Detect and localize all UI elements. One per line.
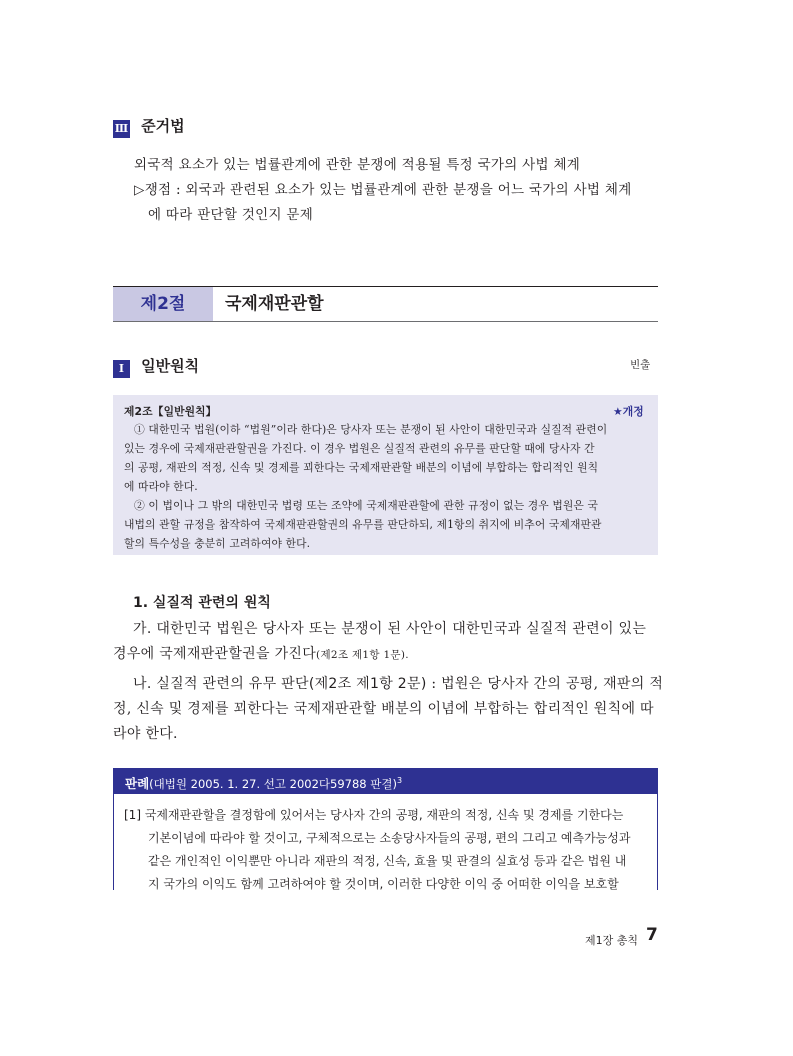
case-line: 기본이념에 따라야 할 것이고, 구체적으로는 소송당사자들의 공평, 편의 그리고 예측가능성과 bbox=[148, 831, 631, 845]
statute-line: 내법의 관할 규정을 참작하여 국제재판관할권의 유무를 판단하되, 제1항의 취지에 비추어 국제재판관 bbox=[124, 518, 602, 531]
case-line: 같은 개인적인 이익뿐만 아니라 재판의 적정, 신속, 효율 및 판결의 실효성 등과 같은 법원 내 bbox=[148, 854, 627, 868]
case-line: 지 국가의 이익도 함께 고려하여야 할 것이며, 이러한 다양한 이익 중 어떠한 이익을 보호할 bbox=[148, 877, 619, 891]
na-emphasis: 실질적 관련의 유무 판단(제2조 제1항 2문) bbox=[151, 676, 427, 692]
ga-text: 대한민국 법원은 당사자 또는 분쟁이 된 사안이 대한민국과 실질적 관련이 있는 bbox=[151, 621, 647, 637]
statute-article-title: 제2조【일반원칙】 bbox=[124, 405, 217, 418]
case-line: [1] 국제재판관할을 결정함에 있어서는 당사자 간의 공평, 재판의 적정, 신속 및 경제를 기한다는 bbox=[124, 808, 624, 822]
footer-chapter-label: 제1장 총칙 bbox=[585, 934, 638, 947]
amended-tag: ★개정 bbox=[613, 405, 644, 418]
chapter-title: 국제재판관할 bbox=[225, 294, 324, 314]
section-heading-general-principle bbox=[113, 357, 199, 378]
statute-line: ② 이 법이나 그 밖의 대한민국 법령 또는 조약에 국제재판관할에 관한 규정이 없는 경우 법원은 국 bbox=[134, 499, 599, 512]
chapter-bottom-rule bbox=[113, 321, 658, 322]
section-heading-governing-law bbox=[113, 117, 185, 138]
statute-line: 있는 경우에 국제재판관할권을 가진다. 이 경우 법원은 실질적 관련의 유무를 판단할 때에 당사자 간 bbox=[124, 442, 595, 455]
paragraph-ga-line-1 bbox=[133, 618, 646, 638]
issue-line-1 bbox=[134, 178, 632, 198]
case-box-right-border bbox=[657, 794, 658, 890]
article-reference: (제2조 제1항 1문). bbox=[316, 649, 409, 661]
item-label-na: 나. bbox=[133, 676, 152, 692]
paragraph-na-line-3: 라야 한다. bbox=[113, 726, 178, 742]
case-box-left-border bbox=[113, 794, 114, 890]
statute-line: 의 공평, 재판의 적정, 신속 및 경제를 꾀한다는 국제재판관할 배분의 이념에 부합하는 합리적인 원칙 bbox=[124, 461, 599, 474]
section-numeral-badge: I bbox=[113, 360, 130, 378]
ga-text-2: 경우에 국제재판관할권을 가진다 bbox=[113, 646, 317, 662]
statute-line: 에 따라야 한다. bbox=[124, 480, 198, 493]
paragraph-na-line-2: 정, 신속 및 경제를 꾀한다는 국제재판관할 배분의 이념에 부합하는 합리적인 원칙에 따 bbox=[113, 701, 654, 717]
governing-law-definition: 외국적 요소가 있는 법률관계에 관한 분쟁에 적용될 특정 국가의 사법 체계 bbox=[134, 157, 581, 173]
page-number: 7 bbox=[646, 925, 658, 945]
paragraph-na-line-1 bbox=[133, 673, 663, 693]
case-footnote: 3 bbox=[396, 776, 403, 785]
case-header-bar bbox=[113, 768, 658, 794]
statute-line: 할의 특수성을 충분히 고려하여야 한다. bbox=[124, 537, 311, 550]
chapter-label-box: 제2절 bbox=[113, 287, 213, 321]
item-label-ga: 가. bbox=[133, 621, 152, 637]
triangle-marker-icon: ▷ bbox=[134, 182, 145, 198]
case-label: 판례 bbox=[125, 775, 150, 791]
issue-label: 쟁점 bbox=[144, 182, 172, 198]
subsection-heading: 1. 실질적 관련의 원칙 bbox=[133, 595, 271, 611]
section-title: 준거법 bbox=[141, 117, 185, 135]
issue-text-1: : 외국과 관련된 요소가 있는 법률관계에 관한 분쟁을 어느 국가의 사법 체계 bbox=[171, 182, 632, 198]
issue-line-2: 에 따라 판단할 것인지 문제 bbox=[148, 207, 314, 223]
statute-line: ① 대한민국 법원(이하 “법원”이라 한다)은 당사자 또는 분쟁이 된 사안이 대한민국과 실질적 관련이 bbox=[134, 423, 608, 436]
paragraph-ga-line-2 bbox=[113, 643, 409, 663]
section-numeral-badge: Ⅲ bbox=[113, 120, 130, 138]
frequency-tag: 빈출 bbox=[630, 359, 651, 371]
na-text: : 법원은 당사자 간의 공평, 재판의 적 bbox=[426, 676, 664, 692]
case-citation: (대법원 2005. 1. 27. 선고 2002다59788 판결) bbox=[149, 776, 397, 791]
section-title: 일반원칙 bbox=[141, 357, 200, 375]
